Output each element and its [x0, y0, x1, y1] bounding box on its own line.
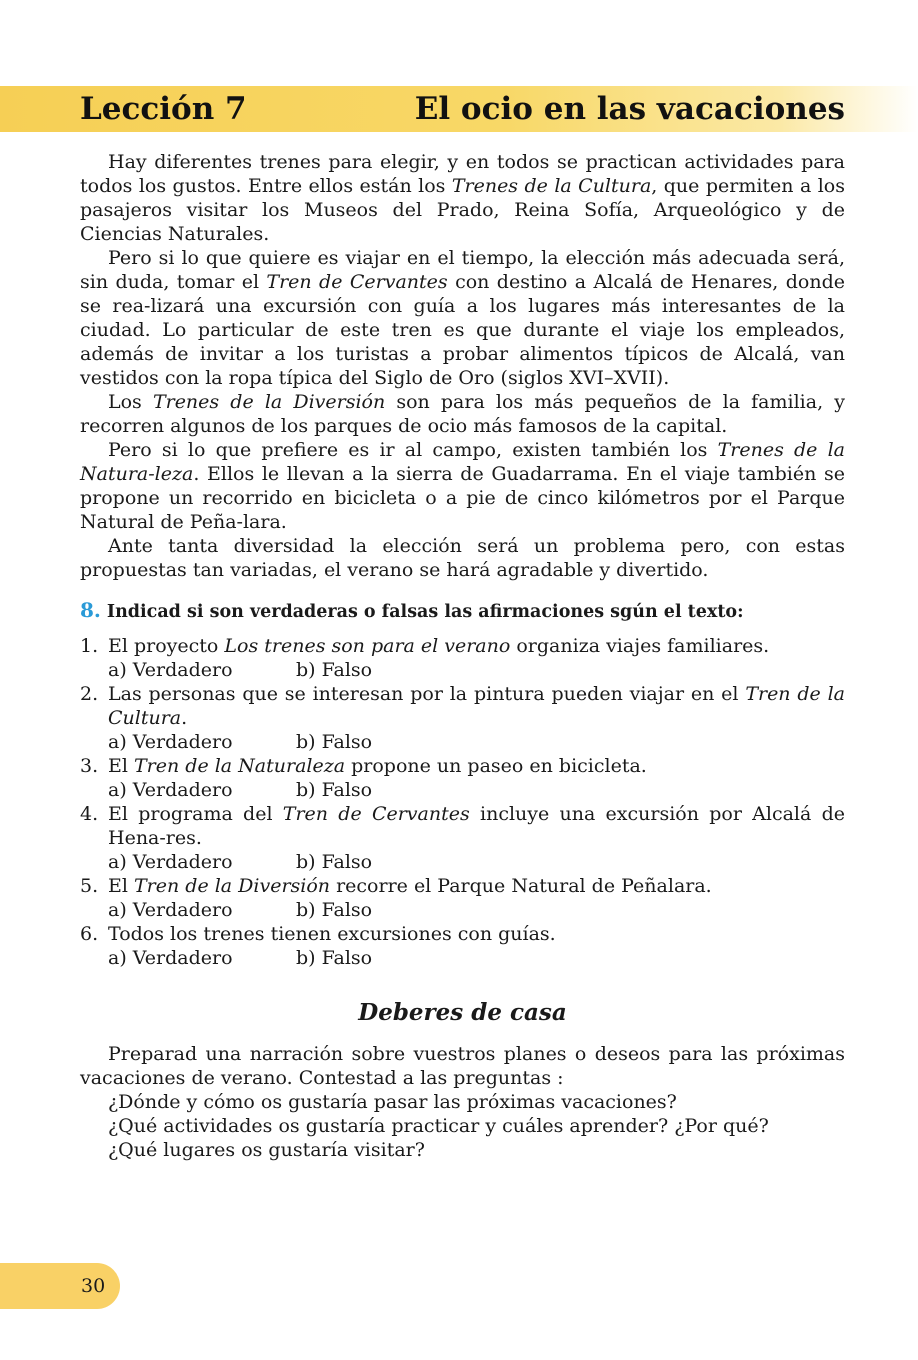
question-item: 1. El proyecto Los trenes son para el verano organiza viajes familiares. a) Verdadero b) Falso [80, 635, 770, 681]
lesson-title: El ocio en las vacaciones [414, 91, 845, 127]
option-true: a) Verdadero [108, 947, 233, 969]
option-false: b) Falso [296, 731, 373, 753]
option-true: a) Verdadero [108, 899, 233, 921]
question-item: 5. El Tren de la Diversión recorre el Parque Natural de Peñalara. a) Verdadero b) Falso [80, 875, 712, 921]
exercise-number: 8. [80, 598, 101, 622]
reading-paragraph-3: Los Trenes de la Diversión son para los más pequeños de la familia, y recorren algunos de los parques de ocio más famosos de la capital. [80, 391, 845, 437]
question-item: 2. Las personas que se interesan por la pintura pueden viajar en el Tren de la Cultura. a) Verdadero b) Falso [80, 683, 845, 753]
homework-intro: Preparad una narración sobre vuestros planes o deseos para las próximas vacaciones de verano. Contestad a las preguntas : [80, 1043, 845, 1089]
question-item: 6. Todos los trenes tienen excursiones con guías. a) Verdadero b) Falso [80, 923, 556, 969]
homework-question: ¿Qué lugares os gustaría visitar? [108, 1139, 425, 1161]
homework-title: Deberes de casa [358, 999, 567, 1026]
option-false: b) Falso [296, 899, 373, 921]
option-false: b) Falso [296, 947, 373, 969]
exercise-instruction: 8. Indicad si son verdaderas o falsas las afirmaciones sgún el texto: [80, 598, 744, 622]
option-true: a) Verdadero [108, 851, 233, 873]
question-item: 3. El Tren de la Naturaleza propone un paseo en bicicleta. a) Verdadero b) Falso [80, 755, 647, 801]
option-false: b) Falso [296, 779, 373, 801]
option-true: a) Verdadero [108, 659, 233, 681]
reading-paragraph-1: Hay diferentes trenes para elegir, y en todos se practican actividades para todos los gustos. Entre ellos están los Trenes de la Cultura, que permiten a los pasajeros visitar los Museos del Prado, Reina Sofía, Arqueológico y de Ciencias Naturales. [80, 151, 845, 245]
question-item: 4. El programa del Tren de Cervantes incluye una excursión por Alcalá de Hena-res. a) Verdadero b) Falso [80, 803, 845, 873]
reading-paragraph-2: Pero si lo que quiere es viajar en el tiempo, la elección más adecuada será, sin duda, tomar el Tren de Cervantes con destino a Alcalá de Henares, donde se rea-lizará una excursión con guía a los lugares más interesantes de la ciudad. Lo particular de este tren es que durante el viaje los empleados, además de invitar a los turistas a probar alimentos típicos de Alcalá, van vestidos con la ropa típica del Siglo de Oro (siglos XVI–XVII). [80, 247, 845, 389]
page-number: 30 [81, 1275, 106, 1297]
reading-paragraph-4: Pero si lo que prefiere es ir al campo, existen también los Trenes de la Natura-leza. Ellos le llevan a la sierra de Guadarrama. En el viaje también se propone un recorrido en bicicleta o a pie de cinco kilómetros por el Parque Natural de Peña-lara. [80, 439, 845, 533]
homework-question: ¿Dónde y cómo os gustaría pasar las próximas vacaciones? [108, 1091, 677, 1113]
page-content [80, 150, 845, 1162]
lesson-number: Lección 7 [80, 91, 247, 127]
question-list [80, 634, 845, 970]
option-true: a) Verdadero [108, 779, 233, 801]
option-false: b) Falso [296, 659, 373, 681]
reading-paragraph-5: Ante tanta diversidad la elección será un problema pero, con estas propuestas tan variadas, el verano se hará agradable y divertido. [80, 535, 845, 581]
option-false: b) Falso [296, 851, 373, 873]
homework-question: ¿Qué actividades os gustaría practicar y cuáles aprender? ¿Por qué? [108, 1115, 769, 1137]
option-true: a) Verdadero [108, 731, 233, 753]
